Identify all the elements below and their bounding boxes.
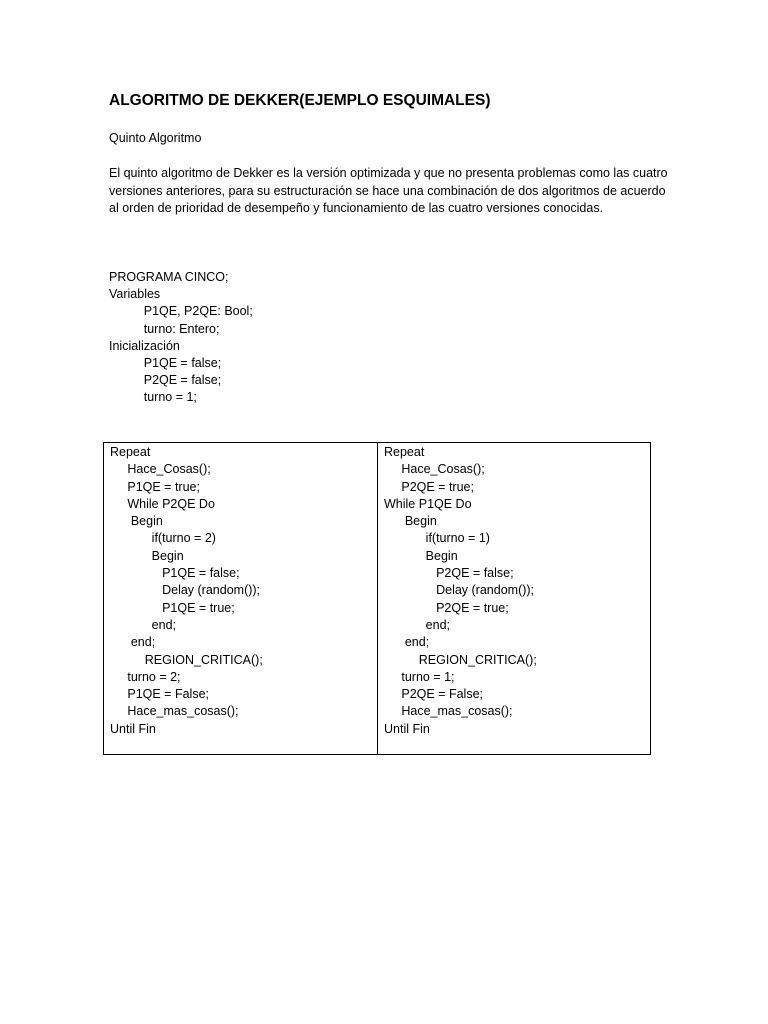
- code-comparison-table: [103, 442, 651, 755]
- code-line: Delay (random());: [110, 583, 261, 598]
- program-line: PROGRAMA CINCO;: [109, 270, 229, 284]
- program-line: P1QE, P2QE: Bool;: [109, 304, 253, 319]
- program-line: Variables: [109, 287, 161, 302]
- process-1-code-column: [104, 443, 377, 754]
- document-title: ALGORITMO DE DEKKER(EJEMPLO ESQUIMALES): [109, 92, 491, 109]
- code-line: turno = 2;: [110, 669, 181, 684]
- code-line: Repeat: [110, 445, 151, 459]
- code-line: P1QE = true;: [110, 479, 200, 494]
- code-line: P2QE = true;: [384, 600, 509, 615]
- code-line: REGION_CRITICA();: [110, 652, 263, 667]
- code-line: end;: [384, 635, 430, 650]
- code-line: REGION_CRITICA();: [384, 652, 537, 667]
- program-line: Inicialización: [109, 338, 180, 353]
- code-line: turno = 1;: [384, 669, 455, 684]
- code-line: Until Fin: [110, 721, 156, 736]
- program-line: turno = 1;: [109, 390, 197, 405]
- code-line: Begin: [110, 548, 184, 563]
- code-line: Hace_Cosas();: [384, 462, 485, 477]
- code-line: P1QE = false;: [110, 566, 240, 581]
- program-line: P2QE = false;: [109, 373, 222, 388]
- code-line: end;: [384, 617, 451, 632]
- code-line: Hace_mas_cosas();: [110, 704, 239, 719]
- code-line: end;: [110, 617, 177, 632]
- code-line: P1QE = true;: [110, 600, 235, 615]
- code-line: P2QE = False;: [384, 687, 483, 702]
- code-line: Until Fin: [384, 721, 430, 736]
- process-2-code-column: [377, 443, 650, 754]
- code-line: if(turno = 1): [384, 531, 490, 546]
- program-line: P1QE = false;: [109, 356, 222, 371]
- code-line: P2QE = false;: [384, 566, 514, 581]
- code-line: While P1QE Do: [384, 496, 472, 511]
- section-subtitle: Quinto Algoritmo: [109, 131, 202, 145]
- code-line: Hace_mas_cosas();: [384, 704, 513, 719]
- code-line: if(turno = 2): [110, 531, 216, 546]
- code-line: Begin: [384, 548, 458, 563]
- code-line: Begin: [110, 514, 163, 529]
- code-line: Repeat: [384, 445, 425, 459]
- code-line: Begin: [384, 514, 437, 529]
- code-line: Hace_Cosas();: [110, 462, 211, 477]
- intro-paragraph: El quinto algoritmo de Dekker es la versión optimizada y que no presenta problemas como las cuatro versiones anteriores, para su estructuración se hace una combinación de dos algoritmos de acuerdo al orden de prioridad de desempeño y funcionamiento de las cuatro versiones conocidas.: [109, 166, 668, 215]
- code-line: Delay (random());: [384, 583, 535, 598]
- code-line: P2QE = true;: [384, 479, 474, 494]
- code-line: While P2QE Do: [110, 496, 215, 511]
- program-line: turno: Entero;: [109, 321, 220, 336]
- code-line: P1QE = False;: [110, 687, 209, 702]
- code-line: end;: [110, 635, 156, 650]
- program-declaration-block: [109, 269, 253, 407]
